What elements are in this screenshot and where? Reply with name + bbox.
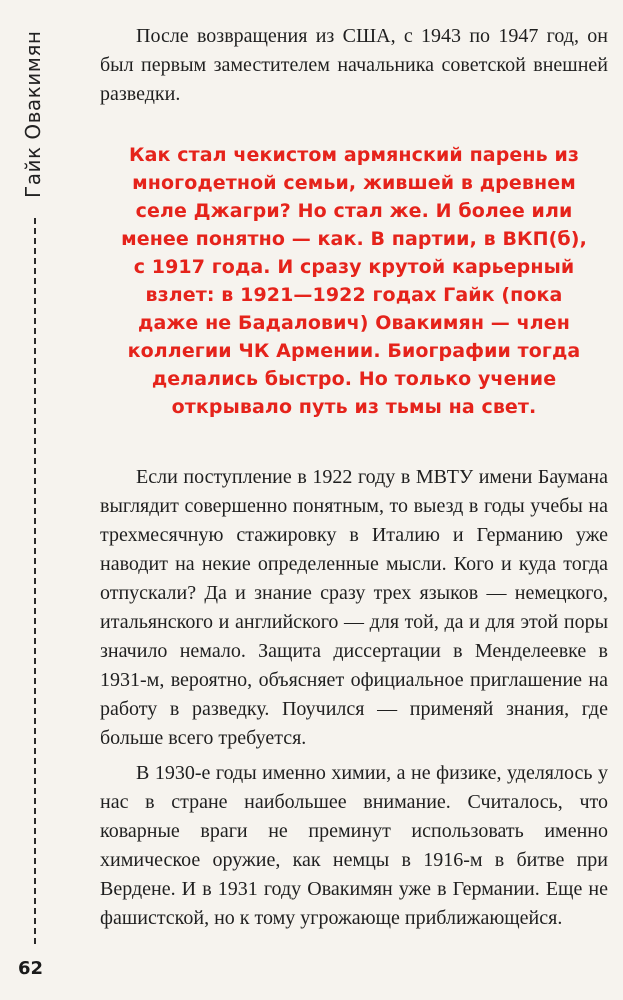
body-paragraph: Если поступление в 1922 году в МВТУ имени Баумана выглядит совершенно понятным, то выезд в годы учебы на трехмесячную стажировку в Италию и Германию уже наводит на некие определенные мысли. Кого и куда тогда отпускали? Да и знание сразу трех языков — немецкого, итальянского и английского — для той, да и для этой поры значило немало. Защита диссертации в Менделеевке в 1931-м, вероятно, объясняет официальное приглашение на работу в разведку. Поучился — применяй знания, где больше всего требуется. — [100, 466, 608, 749]
running-head — [21, 28, 49, 948]
body-text — [100, 463, 608, 933]
dashed-rule — [34, 218, 36, 948]
text-column — [100, 22, 608, 933]
pull-quote: Как стал чекистом армянский парень из многодетной семьи, жившей в древнем селе Джагри? Но стал же. И более или менее понятно — как. В партии, в ВКП(б), с 1917 года. И сразу крутой карьерный взлет: в 1921—1922 годах Гайк (пока даже не Бадалович) Овакимян — член коллегии ЧК Армении. Биографии тогда делались быстро. Но только учение открывало путь из тьмы на свет. — [121, 144, 587, 418]
intro-paragraph: После возвращения из США, с 1943 по 1947 год, он был первым заместителем начальника советской внешней разведки. — [100, 25, 608, 105]
running-head-title: Гайк Овакимян — [21, 30, 45, 198]
body-paragraph: В 1930-е годы именно химии, а не физике, уделялось у нас в стране наибольшее внимание. Считалось, что коварные враги не преминут использовать именно химическое оружие, как немцы в 1916-м в битве при Вердене. И в 1931 году Овакимян уже в Германии. Еще не фашистской, но к тому угрожающе приближающейся. — [100, 762, 608, 929]
page-number: 62 — [18, 958, 44, 979]
